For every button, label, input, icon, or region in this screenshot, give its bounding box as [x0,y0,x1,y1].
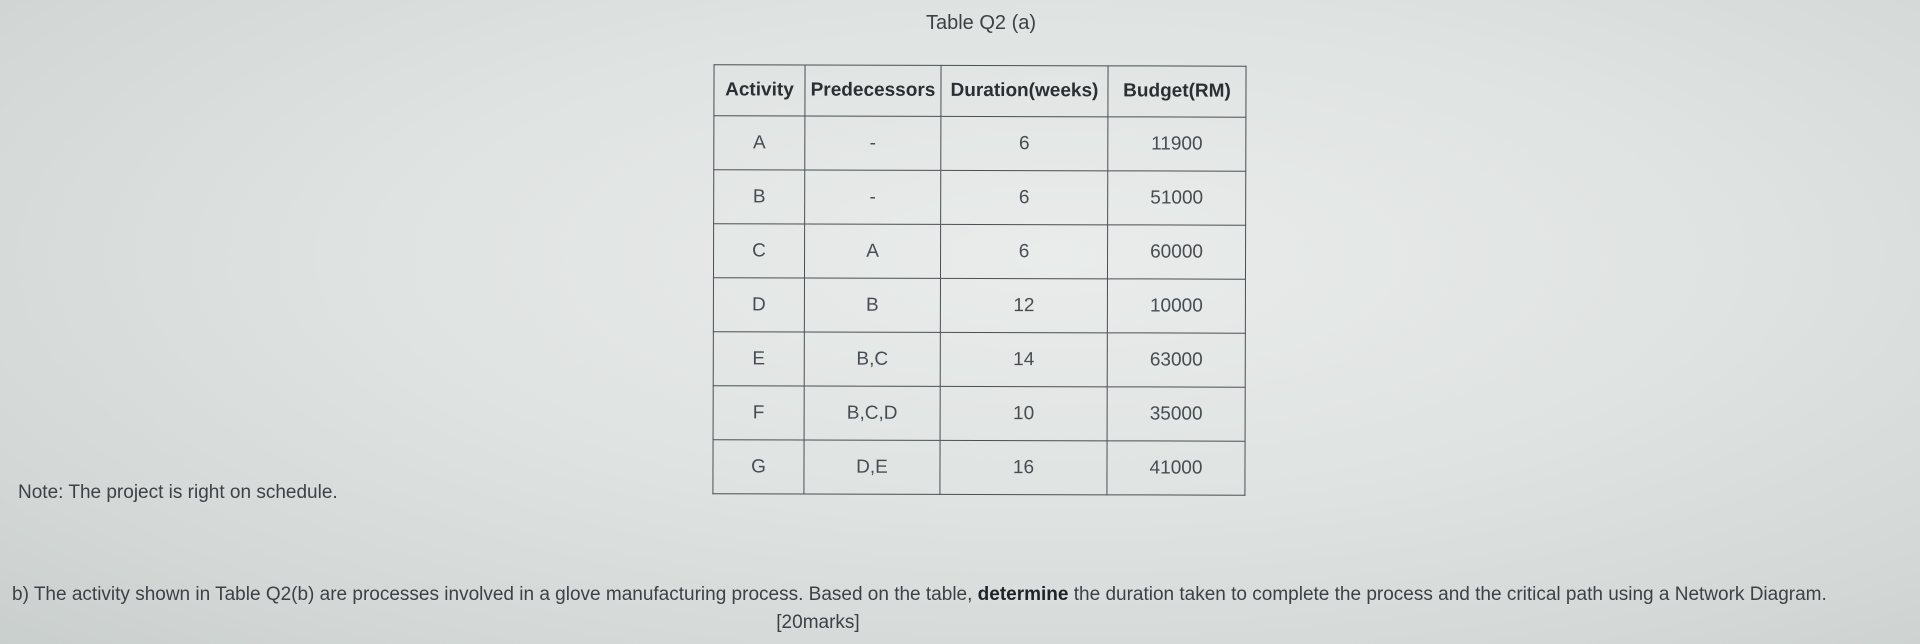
header-activity: Activity [714,65,805,116]
activity-table [712,64,1246,495]
schedule-note: Note: The project is right on schedule. [18,482,338,503]
table-row [713,440,1245,495]
cell-budget: 60000 [1107,225,1245,279]
question-b [12,584,1827,606]
cell-predecessors: D,E [804,440,940,494]
question-keyword: determine [977,584,1069,605]
cell-budget: 11900 [1108,117,1246,171]
table-row [713,386,1245,441]
table-row [713,332,1245,387]
table-row [714,170,1246,225]
cell-duration: 16 [940,440,1107,494]
cell-budget: 10000 [1107,279,1245,333]
cell-predecessors: B [804,278,940,332]
header-predecessors: Predecessors [805,65,941,116]
cell-duration: 14 [940,332,1107,386]
table-row [714,116,1246,171]
cell-predecessors: - [805,116,941,170]
cell-predecessors: B,C,D [804,386,940,440]
cell-duration: 6 [940,224,1107,278]
cell-budget: 41000 [1107,441,1245,495]
table-header-row [714,65,1246,117]
cell-activity: G [713,440,804,494]
cell-activity: B [714,170,805,224]
cell-activity: A [714,116,805,170]
header-duration: Duration(weeks) [941,65,1108,116]
table-row [713,224,1245,279]
activity-table-container [712,64,1245,481]
cell-budget: 63000 [1107,333,1245,387]
cell-activity: F [713,386,804,440]
cell-predecessors: A [804,224,940,278]
cell-activity: C [713,224,804,278]
cell-duration: 6 [941,116,1108,170]
question-text-after: the duration taken to complete the process and the critical path using a Network Diagram. [1068,584,1827,605]
question-text-before: b) The activity shown in Table Q2(b) are processes involved in a glove manufacturing process. Based on the table, [12,584,978,605]
cell-budget: 35000 [1107,387,1245,441]
cell-duration: 12 [940,278,1107,332]
cell-predecessors: - [805,170,941,224]
cell-activity: D [713,278,804,332]
cell-predecessors: B,C [804,332,940,386]
header-budget: Budget(RM) [1108,66,1246,117]
table-caption: Table Q2 (a) [925,12,1037,34]
table-row [713,278,1245,333]
cell-budget: 51000 [1108,171,1246,225]
cell-duration: 6 [941,170,1108,224]
cell-activity: E [713,332,804,386]
marks-label: [20marks] [776,612,860,633]
cell-duration: 10 [940,386,1107,440]
